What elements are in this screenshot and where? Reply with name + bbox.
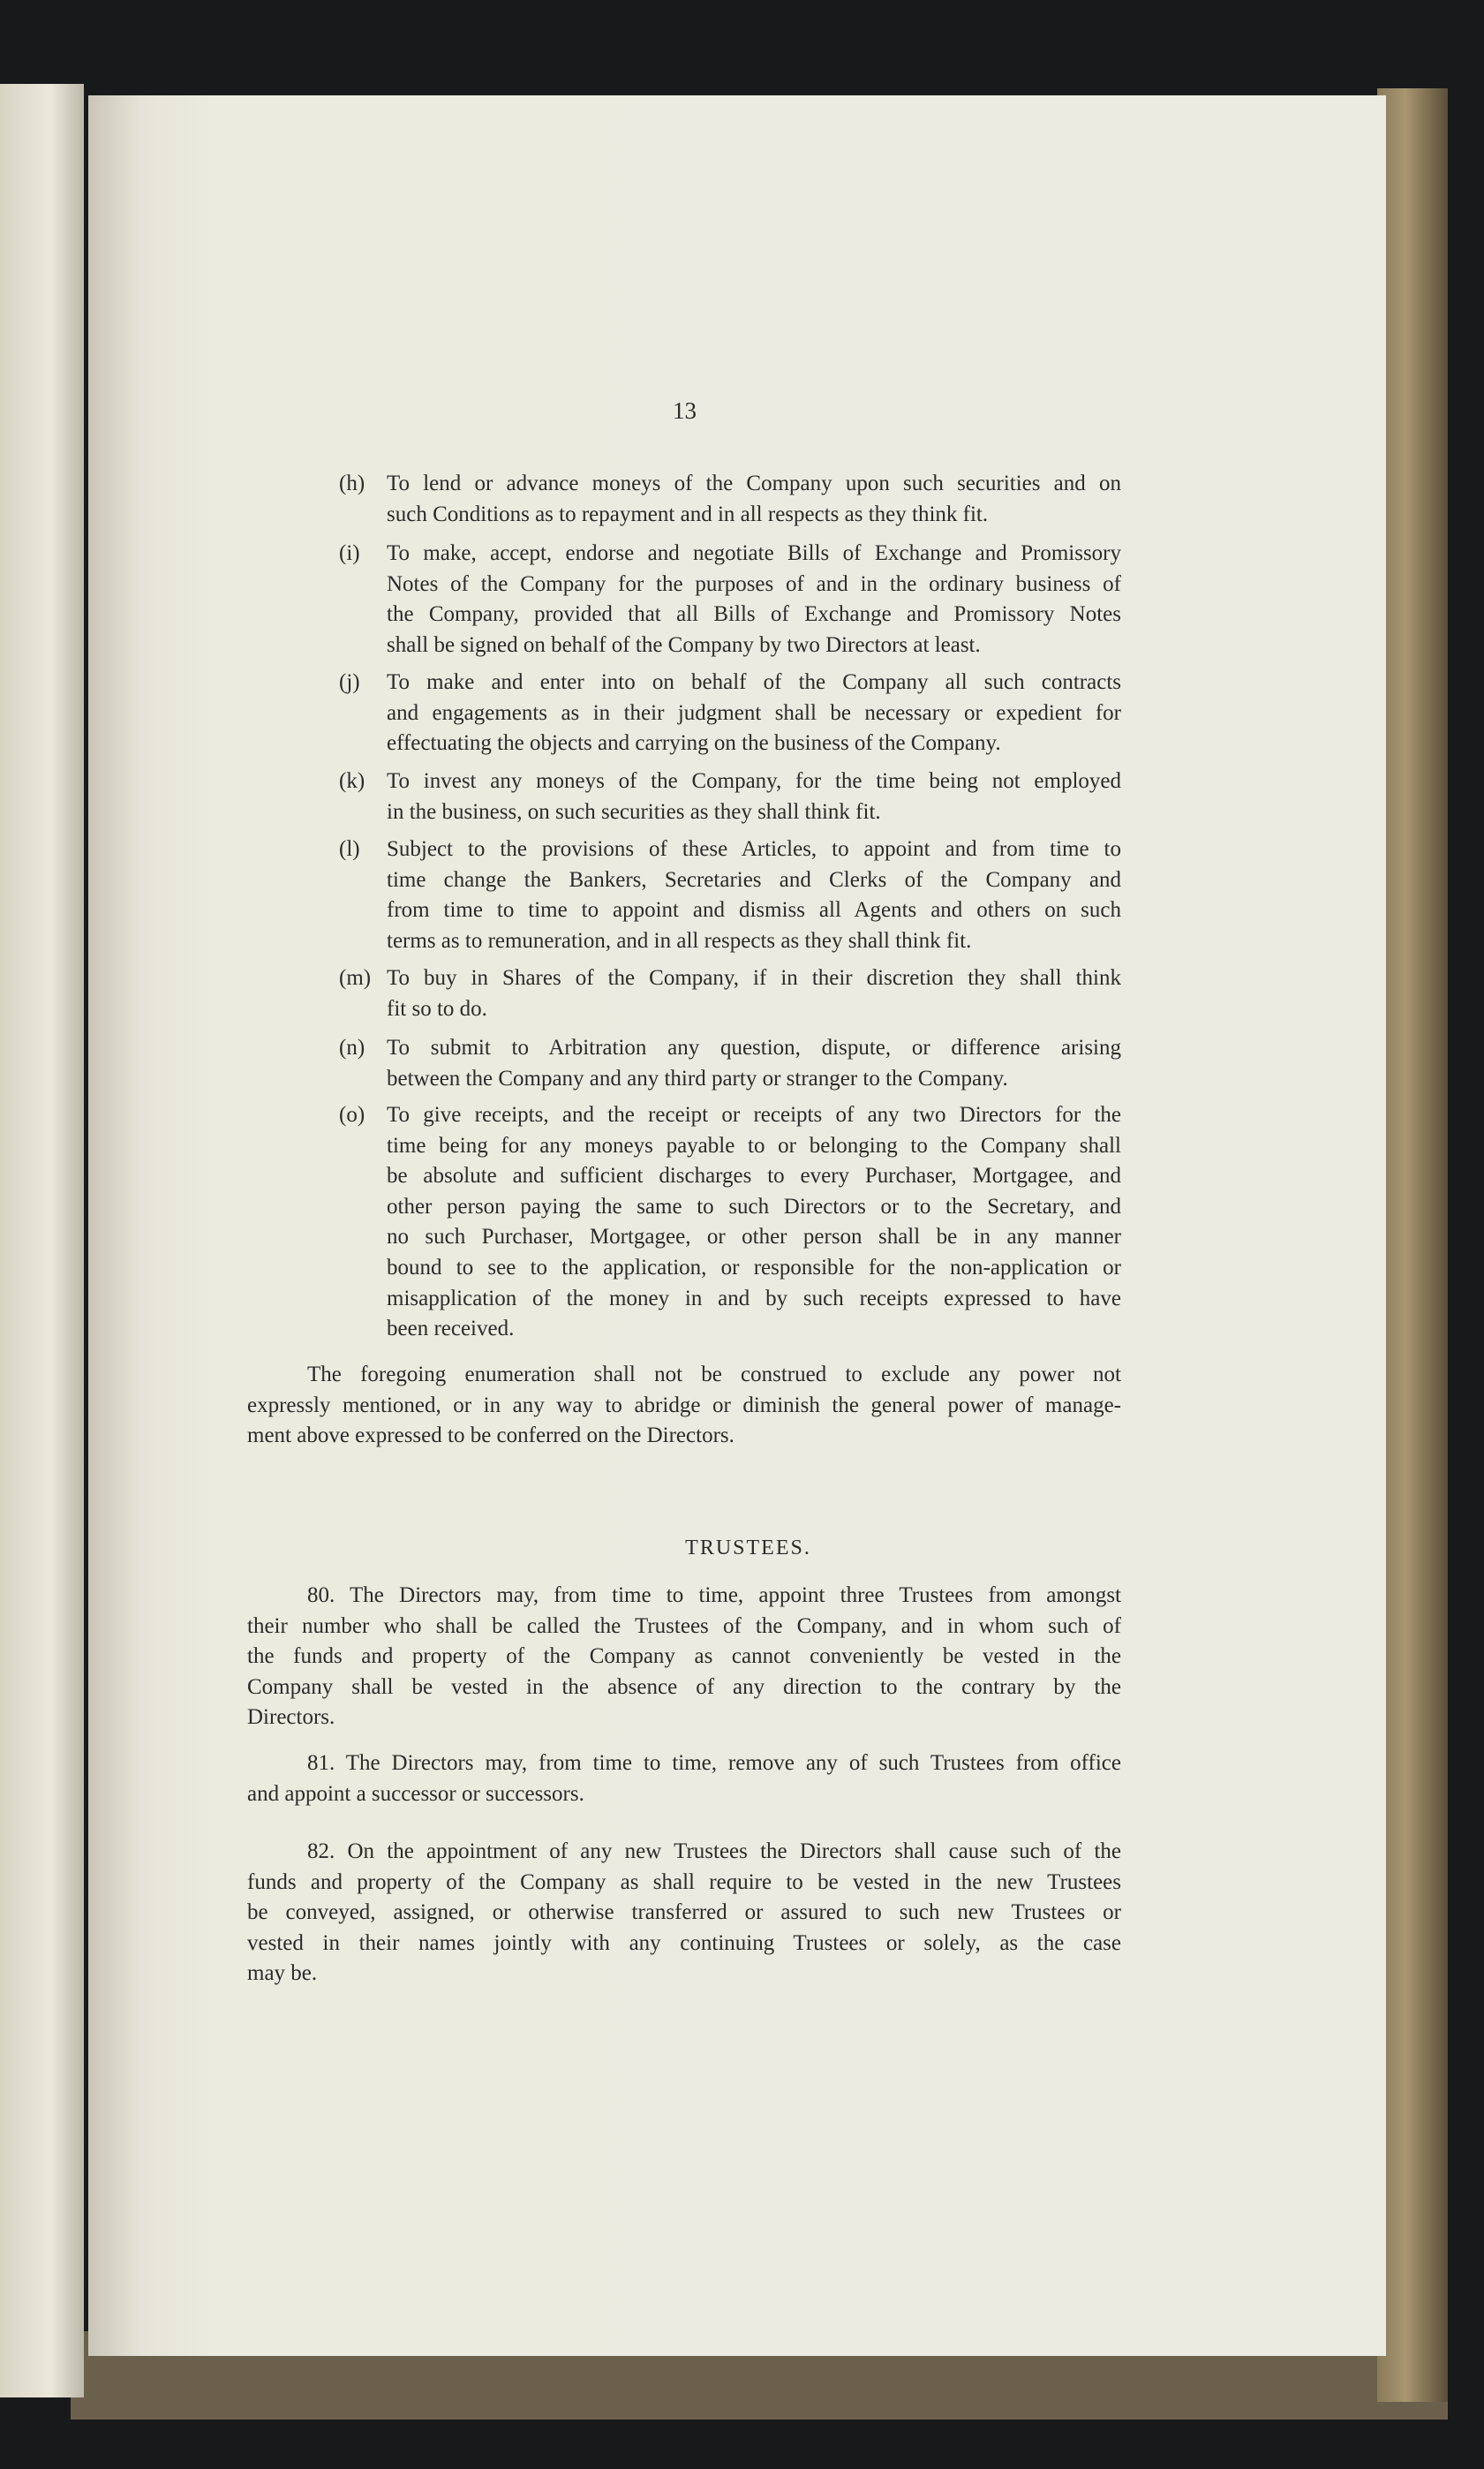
text-line: vested in their names jointly with any continuing Trustees or solely, as the case (247, 1930, 1121, 1955)
item-label: (o) (339, 1103, 365, 1127)
item-label: (i) (339, 541, 360, 565)
text-line: To make and enter into on behalf of the Company all such contracts (387, 670, 1121, 694)
text-line: To lend or advance moneys of the Company upon such securities and on (387, 472, 1121, 495)
left-page-edge (0, 84, 84, 2397)
text-line: be conveyed, assigned, or otherwise transferred or assured to such new Trustees or (247, 1900, 1121, 1925)
article-80 (247, 1581, 1121, 1733)
text-line: in the business, on such securities as they shall think fit. (387, 799, 881, 824)
power-item (339, 1033, 1121, 1094)
text-line: time change the Bankers, Secretaries and Clerks of the Company and (387, 867, 1121, 892)
text-line: other person paying the same to such Directors or to the Secretary, and (387, 1194, 1121, 1219)
power-item (339, 1100, 1121, 1345)
text-line: been received. (387, 1317, 515, 1341)
text-line: be absolute and sufficient discharges to every Purchaser, Mortgagee, and (387, 1164, 1121, 1189)
text-line: Subject to the provisions of these Articles, to appoint and from time to (387, 837, 1121, 861)
text-line: Company shall be vested in the absence of any direction to the contrary by the (247, 1674, 1121, 1699)
section-heading-trustees: TRUSTEES. (685, 1537, 811, 1559)
text-line: and engagements as in their judgment shall be necessary or expedient for (387, 700, 1121, 725)
power-item (339, 834, 1121, 956)
item-label: (h) (339, 472, 365, 495)
text-line: To make, accept, endorse and negotiate Bills of Exchange and Promissory (387, 541, 1121, 565)
article-82 (247, 1837, 1121, 1990)
page-number: 13 (673, 397, 697, 424)
text-line: the Company, provided that all Bills of Exchange and Promissory Notes (387, 602, 1121, 627)
text-line: and appoint a successor or successors. (247, 1781, 584, 1806)
text-line: The foregoing enumeration shall not be construed to exclude any power not (307, 1363, 1121, 1386)
text-line: effectuating the objects and carrying on the business of the Company. (387, 731, 1001, 756)
power-item (339, 668, 1121, 759)
text-line: bound to see to the application, or responsible for the non-application or (387, 1255, 1121, 1280)
text-line: between the Company and any third party or stranger to the Company. (387, 1066, 1008, 1091)
power-item (339, 766, 1121, 827)
text-line: 82. On the appointment of any new Trustees the Directors shall cause such of the (307, 1839, 1121, 1863)
text-line: the funds and property of the Company as cannot conveniently be vested in the (247, 1644, 1121, 1669)
text-line: such Conditions as to repayment and in all respects as they think fit. (387, 502, 989, 526)
power-item (339, 539, 1121, 661)
text-line: time being for any moneys payable to or belonging to the Company shall (387, 1133, 1121, 1158)
power-item (339, 469, 1121, 530)
text-line: terms as to remuneration, and in all respects as they shall think fit. (387, 928, 972, 953)
item-label: (n) (339, 1036, 365, 1060)
text-line: their number who shall be called the Trustees of the Company, and in whom such of (247, 1613, 1121, 1638)
text-line: shall be signed on behalf of the Company by two Directors at least. (387, 632, 981, 657)
text-line: 80. The Directors may, from time to time, appoint three Trustees from amongst (307, 1583, 1121, 1607)
text-line: To give receipts, and the receipt or receipts of any two Directors for the (387, 1103, 1121, 1127)
item-label: (l) (339, 837, 360, 861)
text-line: Notes of the Company for the purposes of and in the ordinary business of (387, 571, 1121, 596)
power-item (339, 963, 1121, 1024)
text-line: misapplication of the money in and by such receipts expressed to have (387, 1286, 1121, 1310)
text-line: 81. The Directors may, from time to time, remove any of such Trustees from office (307, 1751, 1121, 1775)
item-label: (j) (339, 670, 360, 694)
text-line: ment above expressed to be conferred on the Directors. (247, 1423, 734, 1448)
text-line: funds and property of the Company as shall require to be vested in the new Trustees (247, 1869, 1121, 1894)
item-label: (m) (339, 966, 372, 990)
text-line: Directors. (247, 1705, 335, 1730)
text-line: fit so to do. (387, 996, 487, 1021)
text-line: from time to time to appoint and dismiss all Agents and others on such (387, 898, 1121, 923)
text-line: To submit to Arbitration any question, dispute, or difference arising (387, 1036, 1121, 1060)
book-edge-right (1377, 88, 1448, 2402)
text-line: To buy in Shares of the Company, if in their discretion they shall think (387, 966, 1121, 990)
text-line: no such Purchaser, Mortgagee, or other person shall be in any manner (387, 1225, 1121, 1250)
text-line: may be. (247, 1961, 318, 1986)
text-line: To invest any moneys of the Company, for the time being not employed (387, 769, 1121, 793)
item-label: (k) (339, 769, 365, 793)
text-line: expressly mentioned, or in any way to abridge or diminish the general power of manage- (247, 1393, 1121, 1417)
article-81 (247, 1748, 1121, 1809)
